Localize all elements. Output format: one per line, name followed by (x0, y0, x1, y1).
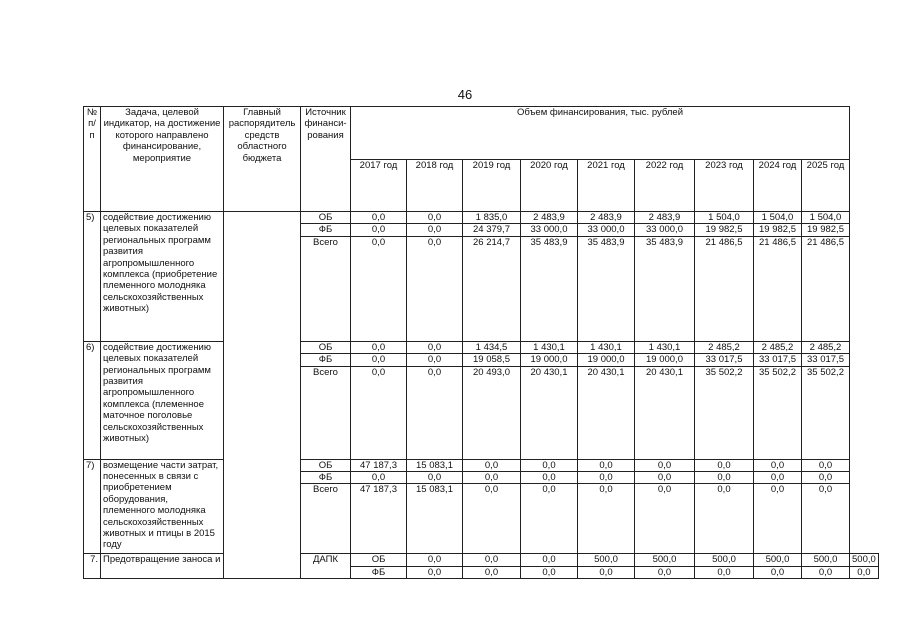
row-task: возмещение части затрат, понесенных в связи с приобретением оборудования, племенного молодняка сельскохозяйственных животных и птицы в 2015 году (101, 459, 224, 554)
value-cell: 1 504,0 (754, 212, 802, 224)
source-cell: ОБ (301, 459, 351, 471)
value-cell: 33 017,5 (802, 354, 850, 366)
value-cell: 19 982,5 (754, 224, 802, 236)
value-cell: 0,0 (407, 472, 463, 484)
value-cell: 0,0 (351, 212, 407, 224)
row-manager: ДАПК (301, 554, 351, 579)
value-cell: 33 000,0 (521, 224, 578, 236)
value-cell: 0,0 (802, 472, 850, 484)
value-cell: 19 058,5 (463, 354, 521, 366)
value-cell: 0,0 (463, 472, 521, 484)
row-manager (224, 212, 301, 579)
value-cell: 15 083,1 (407, 459, 463, 471)
value-cell: 2 485,2 (695, 341, 754, 353)
value-cell: 0,0 (754, 459, 802, 471)
value-cell: 0,0 (578, 459, 635, 471)
row-number: 7. (84, 554, 101, 579)
value-cell: 1 430,1 (521, 341, 578, 353)
value-cell: 0,0 (754, 566, 802, 578)
value-cell: 0,0 (351, 224, 407, 236)
row-task: содействие достижению целевых показателей региональных программ развития агропромышленного комплекса (приобретение племенного молодняка сельскохозяйственных животных) (101, 212, 224, 342)
value-cell: 19 982,5 (695, 224, 754, 236)
value-cell: 35 483,9 (635, 236, 695, 341)
value-cell: 0,0 (578, 472, 635, 484)
value-cell: 0,0 (754, 484, 802, 554)
value-cell: 21 486,5 (754, 236, 802, 341)
value-cell: 35 502,2 (754, 366, 802, 459)
value-cell: 500,0 (578, 554, 635, 566)
source-cell: Всего (301, 484, 351, 554)
table-row (84, 212, 879, 224)
value-cell: 1 430,1 (578, 341, 635, 353)
value-cell: 2 483,9 (578, 212, 635, 224)
header-manager: Главный распорядитель средств областного бюджета (224, 107, 301, 212)
source-cell: ФБ (301, 472, 351, 484)
source-cell: ОБ (351, 554, 407, 566)
value-cell: 0,0 (695, 484, 754, 554)
value-cell: 33 000,0 (578, 224, 635, 236)
value-cell: 35 502,2 (695, 366, 754, 459)
value-cell: 0,0 (407, 354, 463, 366)
value-cell: 0,0 (635, 566, 695, 578)
value-cell: 24 379,7 (463, 224, 521, 236)
value-cell: 21 486,5 (802, 236, 850, 341)
value-cell: 35 502,2 (802, 366, 850, 459)
header-source: Источник финанси-рования (301, 107, 351, 212)
value-cell: 47 187,3 (351, 484, 407, 554)
financing-table (83, 106, 879, 579)
value-cell: 0,0 (695, 472, 754, 484)
value-cell: 500,0 (802, 554, 850, 566)
value-cell: 21 486,5 (695, 236, 754, 341)
source-cell: ОБ (301, 212, 351, 224)
header-year-2022: 2022 год (635, 159, 695, 212)
header-year-2025: 2025 год (802, 159, 850, 212)
row-number: 5) (84, 212, 101, 342)
header-year-2024: 2024 год (754, 159, 802, 212)
row-number: 7) (84, 459, 101, 554)
value-cell: 26 214,7 (463, 236, 521, 341)
value-cell: 0,0 (463, 566, 521, 578)
value-cell: 15 083,1 (407, 484, 463, 554)
value-cell: 1 434,5 (463, 341, 521, 353)
header-year-2020: 2020 год (521, 159, 578, 212)
value-cell: 2 485,2 (754, 341, 802, 353)
source-cell: ФБ (301, 354, 351, 366)
header-year-2019: 2019 год (463, 159, 521, 212)
header-year-2017: 2017 год (351, 159, 407, 212)
value-cell: 0,0 (578, 566, 635, 578)
value-cell: 0,0 (521, 484, 578, 554)
header-year-2021: 2021 год (578, 159, 635, 212)
value-cell: 33 000,0 (635, 224, 695, 236)
value-cell: 0,0 (463, 484, 521, 554)
value-cell: 0,0 (578, 484, 635, 554)
value-cell: 0,0 (351, 236, 407, 341)
header-task: Задача, целевой индикатор, на достижение которого направлено финансирование, мероприятие (101, 107, 224, 212)
value-cell: 500,0 (695, 554, 754, 566)
value-cell: 500,0 (850, 554, 879, 566)
value-cell: 0,0 (463, 554, 521, 566)
value-cell: 0,0 (407, 554, 463, 566)
source-cell: Всего (301, 236, 351, 341)
table-row (84, 554, 879, 566)
value-cell: 20 430,1 (578, 366, 635, 459)
source-cell: ФБ (351, 566, 407, 578)
source-cell: ФБ (301, 224, 351, 236)
value-cell: 33 017,5 (754, 354, 802, 366)
value-cell: 35 483,9 (578, 236, 635, 341)
value-cell: 35 483,9 (521, 236, 578, 341)
value-cell: 0,0 (521, 472, 578, 484)
value-cell: 1 835,0 (463, 212, 521, 224)
header-year-2018: 2018 год (407, 159, 463, 212)
value-cell: 2 483,9 (635, 212, 695, 224)
value-cell: 19 000,0 (635, 354, 695, 366)
value-cell: 0,0 (802, 459, 850, 471)
value-cell: 2 483,9 (521, 212, 578, 224)
value-cell: 1 504,0 (695, 212, 754, 224)
value-cell: 0,0 (351, 366, 407, 459)
value-cell: 33 017,5 (695, 354, 754, 366)
value-cell: 20 430,1 (521, 366, 578, 459)
value-cell: 0,0 (463, 459, 521, 471)
value-cell: 19 000,0 (521, 354, 578, 366)
value-cell: 500,0 (754, 554, 802, 566)
value-cell: 0,0 (754, 472, 802, 484)
header-row-1 (84, 107, 879, 160)
header-year-2023: 2023 год (695, 159, 754, 212)
table-row (84, 459, 879, 471)
value-cell: 0,0 (407, 566, 463, 578)
value-cell: 1 504,0 (802, 212, 850, 224)
value-cell: 0,0 (695, 459, 754, 471)
row-task: содействие достижению целевых показателей региональных программ развития агропромышленного комплекса (племенное маточное поголовье сельскохозяйственных животных) (101, 341, 224, 459)
value-cell: 0,0 (635, 484, 695, 554)
row-number: 6) (84, 341, 101, 459)
value-cell: 0,0 (521, 459, 578, 471)
header-num: № п/п (84, 107, 101, 212)
value-cell: 0,0 (351, 341, 407, 353)
value-cell: 19 000,0 (578, 354, 635, 366)
value-cell: 0,0 (351, 354, 407, 366)
value-cell: 47 187,3 (351, 459, 407, 471)
value-cell: 1 430,1 (635, 341, 695, 353)
table-row (84, 341, 879, 353)
value-cell: 2 485,2 (802, 341, 850, 353)
value-cell: 0,0 (407, 341, 463, 353)
value-cell: 0,0 (850, 566, 879, 578)
value-cell: 0,0 (351, 472, 407, 484)
page-number: 46 (457, 87, 473, 102)
source-cell: ОБ (301, 341, 351, 353)
value-cell: 19 982,5 (802, 224, 850, 236)
value-cell: 0,0 (407, 212, 463, 224)
value-cell: 0,0 (635, 459, 695, 471)
value-cell: 0,0 (407, 366, 463, 459)
row-task: Предотвращение заноса и (101, 554, 224, 579)
value-cell: 0,0 (695, 566, 754, 578)
value-cell: 0,0 (521, 554, 578, 566)
value-cell: 500,0 (635, 554, 695, 566)
value-cell: 0,0 (521, 566, 578, 578)
value-cell: 20 430,1 (635, 366, 695, 459)
value-cell: 0,0 (802, 566, 850, 578)
value-cell: 0,0 (802, 484, 850, 554)
value-cell: 20 493,0 (463, 366, 521, 459)
source-cell: Всего (301, 366, 351, 459)
value-cell: 0,0 (407, 224, 463, 236)
value-cell: 0,0 (407, 236, 463, 341)
header-funding: Объем финансирования, тыс. рублей (351, 107, 850, 160)
value-cell: 0,0 (635, 472, 695, 484)
